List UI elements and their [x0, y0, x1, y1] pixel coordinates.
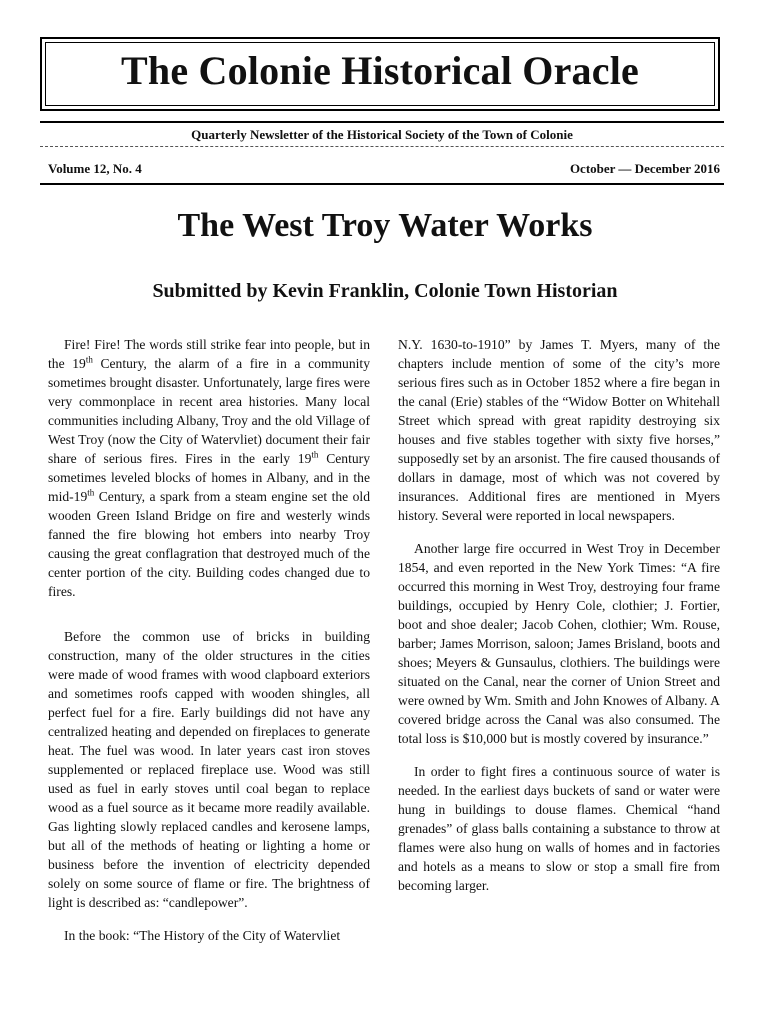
- masthead-box: [40, 37, 720, 111]
- dashed-rule: [40, 146, 724, 147]
- top-rule: [40, 121, 724, 123]
- left-column: [48, 335, 370, 959]
- right-column: [398, 335, 720, 909]
- newsletter-title: The Colonie Historical Oracle: [121, 48, 639, 93]
- article-headline: The West Troy Water Works: [177, 207, 593, 244]
- newsletter-subtitle: Quarterly Newsletter of the Historical Society of the Town of Colonie: [191, 127, 573, 142]
- left-paragraph-2: Before the common use of bricks in building construction, many of the older structures in the cities were made of wood frames with wood clapboard exteriors and sometimes roofs capped with wooden shingles, all perfect fuel for a fire. Early buildings did not have any centralized heating and depended on fireplaces to generate heat. The fuel was wood. In later years cast iron stoves supplemented or replaced fireplace use. Wood was still used as fuel in early stoves until coal began to replace wood as a fuel source as it became more readily available. Gas lighting slowly replaced candles and kerosene lamps, but all of the methods of heating or lighting a home or business before the invention of electricity depended solely on some source of flame or fire. The brightness of light is described as: “candlepower”.: [48, 629, 370, 910]
- left-paragraph-1: Fire! Fire! The words still strike fear into people, but in the 19th Century, the alarm of a fire in a community sometimes brought disaster. Unfortunately, large fires were very commonplace in recent area histories. Many local communities including Albany, Troy and the old Village of West Troy (now the City of Watervliet) document their fair share of serious fires. Fires in the early 19th Century sometimes leveled blocks of homes in Albany, and in the mid-19th Century, a spark from a steam engine set the old wooden Green Island Bridge on fire and westerly winds fanned the fire blowing hot embers into nearby Troy causing the great conflagration that destroyed much of the center portion of the city. Building codes changed due to fires.: [48, 337, 370, 599]
- right-paragraph-2: Another large fire occurred in West Troy in December 1854, and even reported in the New York Times: “A fire occurred this morning in West Troy, destroying four frame buildings, occupied by Henry Cole, clothier; J. Fortier, boot and shoe dealer; Jacob Cohen, clothier; Wm. Rouse, barber; James Morrison, saloon; James Brisland, boots and shoes; Meyers & Gunsaulus, clothiers. The buildings were situated on the Canal, near the corner of Union Street and were owned by Wm. Smith and John Knowes of Albany. A covered bridge across the Canal was also consumed. The total loss is $10,000 but is mostly covered by insurance.”: [398, 541, 720, 746]
- left-paragraph-3: In the book: “The History of the City of Watervliet: [64, 928, 341, 943]
- issue-date: October — December 2016: [569, 161, 720, 176]
- volume-number: Volume 12, No. 4: [48, 161, 142, 176]
- issue-rule: [40, 183, 724, 185]
- right-paragraph-1: N.Y. 1630-to-1910” by James T. Myers, many of the chapters include mention of some of the city’s more serious fires such as in October 1852 where a fire began in the canal (Erie) stables of the “Widow Botter on Whitehall Street which spread with great rapidity destroying six houses and five stables together with sixty five horses,” supposedly set by an arsonist. The fire caused thousands of dollars in damage, most of which was not covered by insurances. Additional fires are mentioned in Myers history. Several were reported in local newspapers.: [398, 337, 720, 523]
- article-byline: Submitted by Kevin Franklin, Colonie Town Historian: [152, 280, 618, 302]
- right-paragraph-3: In order to fight fires a continuous source of water is needed. In the earliest days buckets of sand or water were hung in buildings to douse flames. Chemical “hand grenades” of glass balls containing a substance to throw at flames were also hung on walls of homes and in factories and hotels as a means to slow or stop a small fire from becoming larger.: [398, 764, 720, 893]
